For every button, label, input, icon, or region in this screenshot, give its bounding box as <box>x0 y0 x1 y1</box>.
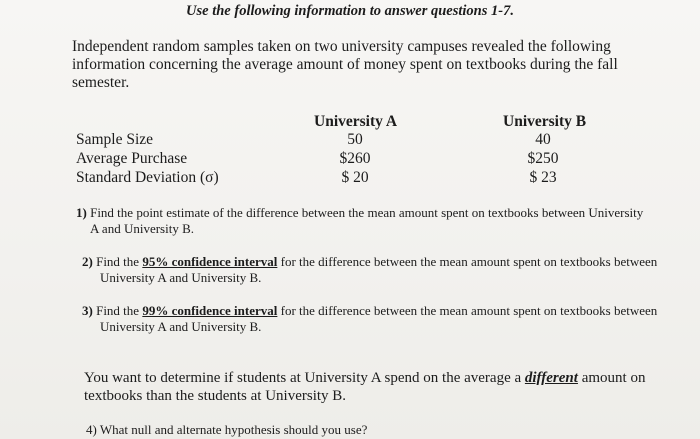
column-header-university-a: University A <box>314 113 398 130</box>
question-2-number: 2) <box>82 254 93 269</box>
cell-a-sample-size: 50 <box>347 131 363 148</box>
question-4: 4) What null and alternate hypothesis should you use? <box>86 422 368 437</box>
column-header-university-b: University B <box>503 113 587 130</box>
question-3-post: for the difference between the mean amount spent on textbooks between University A and University B. <box>100 303 658 334</box>
question-1 <box>76 205 650 237</box>
question-1-text: Find the point estimate of the difference between the mean amount spent on textbooks between University A and University B. <box>90 205 644 236</box>
row-label-sample-size: Sample Size <box>76 131 154 148</box>
question-2-emphasis: 95% confidence interval <box>142 254 278 269</box>
data-table <box>0 113 700 193</box>
cell-b-sample-size: 40 <box>535 131 551 148</box>
instructions-heading: Use the following information to answer questions 1-7. <box>186 3 514 19</box>
cell-b-average-purchase: $250 <box>527 150 559 167</box>
row-label-standard-deviation: Standard Deviation (σ) <box>76 169 219 186</box>
question-3-emphasis: 99% confidence interval <box>142 303 278 318</box>
scenario-emphasis: different <box>524 370 578 386</box>
row-label-average-purchase: Average Purchase <box>76 150 188 167</box>
scenario-paragraph <box>84 369 674 405</box>
question-2 <box>82 254 670 286</box>
cell-b-standard-deviation: $ 23 <box>529 169 557 186</box>
question-3-pre: Find the <box>96 303 140 318</box>
scenario-pre: You want to determine if students at University A spend on the average a <box>84 370 522 386</box>
cell-a-standard-deviation: $ 20 <box>341 169 369 186</box>
question-3 <box>82 303 670 335</box>
question-2-post: for the difference between the mean amount spent on textbooks between University A and University B. <box>100 254 658 285</box>
intro-paragraph: Independent random samples taken on two university campuses revealed the following information concerning the average amount of money spent on textbooks during the fall semester. <box>72 38 618 91</box>
question-3-number: 3) <box>82 303 93 318</box>
cell-a-average-purchase: $260 <box>339 150 371 167</box>
question-2-pre: Find the <box>96 254 140 269</box>
question-1-number: 1) <box>76 205 87 220</box>
scenario-post: amount on textbooks than the students at University B. <box>84 370 646 404</box>
